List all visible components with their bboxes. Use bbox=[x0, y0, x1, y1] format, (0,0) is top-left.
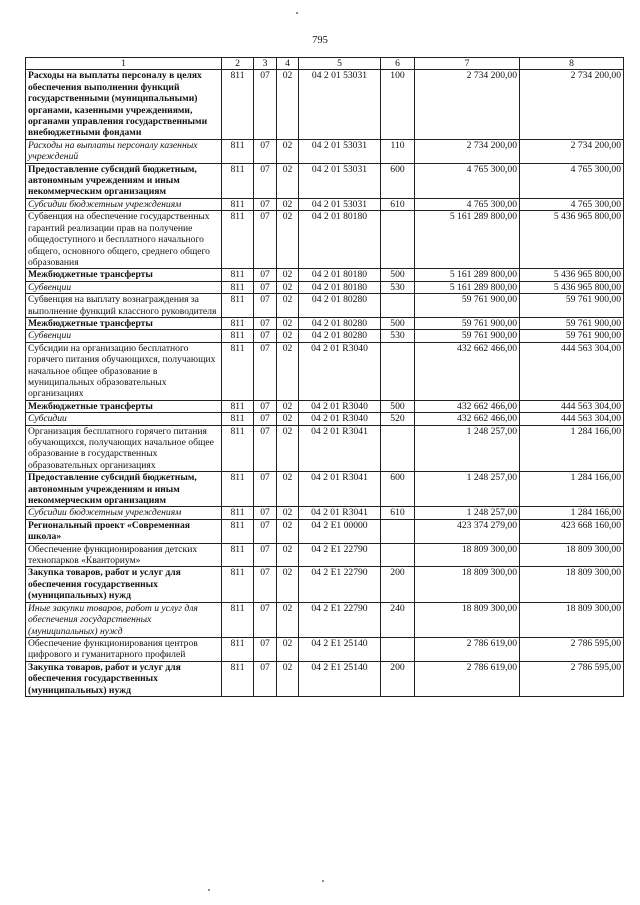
amount-year-2: 4 765 300,00 bbox=[520, 163, 624, 198]
ministry-code: 811 bbox=[222, 472, 254, 507]
section-code: 07 bbox=[254, 425, 277, 472]
target-article-code: 04 2 E1 25140 bbox=[299, 661, 381, 696]
section-code: 07 bbox=[254, 543, 277, 567]
row-name: Предоставление субсидий бюджетным, автономным учреждениям и иным некоммерческим организациям bbox=[26, 472, 222, 507]
table-row bbox=[26, 400, 624, 412]
expense-type-code: 530 bbox=[381, 281, 415, 293]
ministry-code: 811 bbox=[222, 519, 254, 543]
row-name: Межбюджетные трансферты bbox=[26, 269, 222, 281]
column-header: 8 bbox=[520, 58, 624, 70]
table-row bbox=[26, 281, 624, 293]
column-header: 7 bbox=[415, 58, 520, 70]
amount-year-2: 59 761 900,00 bbox=[520, 317, 624, 329]
section-code: 07 bbox=[254, 661, 277, 696]
subsection-code: 02 bbox=[277, 139, 299, 163]
amount-year-1: 2 786 619,00 bbox=[415, 637, 520, 661]
section-code: 07 bbox=[254, 413, 277, 425]
amount-year-2: 18 809 300,00 bbox=[520, 602, 624, 637]
expense-type-code bbox=[381, 211, 415, 269]
section-code: 07 bbox=[254, 637, 277, 661]
section-code: 07 bbox=[254, 198, 277, 210]
row-name: Обеспечение функционирования центров цифрового и гуманитарного профилей bbox=[26, 637, 222, 661]
ministry-code: 811 bbox=[222, 425, 254, 472]
target-article-code: 04 2 01 80280 bbox=[299, 330, 381, 342]
target-article-code: 04 2 E1 00000 bbox=[299, 519, 381, 543]
target-article-code: 04 2 E1 25140 bbox=[299, 637, 381, 661]
ministry-code: 811 bbox=[222, 281, 254, 293]
expense-type-code: 530 bbox=[381, 330, 415, 342]
column-header: 6 bbox=[381, 58, 415, 70]
target-article-code: 04 2 01 R3041 bbox=[299, 472, 381, 507]
target-article-code: 04 2 01 R3040 bbox=[299, 342, 381, 400]
amount-year-1: 4 765 300,00 bbox=[415, 198, 520, 210]
section-code: 07 bbox=[254, 330, 277, 342]
row-name: Межбюджетные трансферты bbox=[26, 317, 222, 329]
table-row bbox=[26, 342, 624, 400]
row-name: Региональный проект «Современная школа» bbox=[26, 519, 222, 543]
table-row bbox=[26, 637, 624, 661]
amount-year-1: 5 161 289 800,00 bbox=[415, 281, 520, 293]
amount-year-1: 2 734 200,00 bbox=[415, 139, 520, 163]
ministry-code: 811 bbox=[222, 269, 254, 281]
target-article-code: 04 2 01 80180 bbox=[299, 281, 381, 293]
row-name: Расходы на выплаты персоналу казенных учреждений bbox=[26, 139, 222, 163]
expense-type-code: 240 bbox=[381, 602, 415, 637]
subsection-code: 02 bbox=[277, 269, 299, 281]
subsection-code: 02 bbox=[277, 281, 299, 293]
section-code: 07 bbox=[254, 400, 277, 412]
subsection-code: 02 bbox=[277, 543, 299, 567]
amount-year-2: 2 786 595,00 bbox=[520, 637, 624, 661]
subsection-code: 02 bbox=[277, 211, 299, 269]
amount-year-2: 5 436 965 800,00 bbox=[520, 211, 624, 269]
row-name: Расходы на выплаты персоналу в целях обеспечения выполнения функций государственными (муниципальными) органами, казенными учреждениями, органами управления государственными внебюджетными фондами bbox=[26, 70, 222, 139]
amount-year-1: 5 161 289 800,00 bbox=[415, 269, 520, 281]
row-name: Межбюджетные трансферты bbox=[26, 400, 222, 412]
expense-type-code: 100 bbox=[381, 70, 415, 139]
subsection-code: 02 bbox=[277, 317, 299, 329]
ministry-code: 811 bbox=[222, 507, 254, 519]
section-code: 07 bbox=[254, 567, 277, 602]
section-code: 07 bbox=[254, 317, 277, 329]
row-name: Субсидии бюджетным учреждениям bbox=[26, 507, 222, 519]
column-header: 1 bbox=[26, 58, 222, 70]
amount-year-2: 444 563 304,00 bbox=[520, 342, 624, 400]
column-header: 5 bbox=[299, 58, 381, 70]
ministry-code: 811 bbox=[222, 198, 254, 210]
amount-year-2: 1 284 166,00 bbox=[520, 507, 624, 519]
amount-year-2: 423 668 160,00 bbox=[520, 519, 624, 543]
table-row bbox=[26, 163, 624, 198]
amount-year-1: 1 248 257,00 bbox=[415, 507, 520, 519]
column-header: 3 bbox=[254, 58, 277, 70]
amount-year-2: 18 809 300,00 bbox=[520, 543, 624, 567]
target-article-code: 04 2 01 R3040 bbox=[299, 400, 381, 412]
amount-year-1: 432 662 466,00 bbox=[415, 342, 520, 400]
expense-type-code: 200 bbox=[381, 567, 415, 602]
section-code: 07 bbox=[254, 294, 277, 318]
section-code: 07 bbox=[254, 281, 277, 293]
ministry-code: 811 bbox=[222, 342, 254, 400]
table-row bbox=[26, 198, 624, 210]
amount-year-2: 1 284 166,00 bbox=[520, 472, 624, 507]
target-article-code: 04 2 E1 22790 bbox=[299, 567, 381, 602]
budget-table bbox=[25, 57, 624, 697]
expense-type-code bbox=[381, 543, 415, 567]
subsection-code: 02 bbox=[277, 294, 299, 318]
table-row bbox=[26, 70, 624, 139]
row-name: Закупка товаров, работ и услуг для обеспечения государственных (муниципальных) нужд bbox=[26, 567, 222, 602]
amount-year-1: 18 809 300,00 bbox=[415, 602, 520, 637]
column-header: 2 bbox=[222, 58, 254, 70]
row-name: Субсидии бюджетным учреждениям bbox=[26, 198, 222, 210]
amount-year-2: 5 436 965 800,00 bbox=[520, 269, 624, 281]
amount-year-1: 59 761 900,00 bbox=[415, 330, 520, 342]
ministry-code: 811 bbox=[222, 139, 254, 163]
scan-speck bbox=[208, 889, 210, 891]
ministry-code: 811 bbox=[222, 661, 254, 696]
expense-type-code bbox=[381, 425, 415, 472]
subsection-code: 02 bbox=[277, 507, 299, 519]
expense-type-code: 610 bbox=[381, 507, 415, 519]
amount-year-2: 444 563 304,00 bbox=[520, 413, 624, 425]
section-code: 07 bbox=[254, 139, 277, 163]
column-header: 4 bbox=[277, 58, 299, 70]
ministry-code: 811 bbox=[222, 211, 254, 269]
section-code: 07 bbox=[254, 507, 277, 519]
expense-type-code bbox=[381, 342, 415, 400]
row-name: Субсидии на организацию бесплатного горячего питания обучающихся, получающих начальное общее образование в муниципальных образовательных организациях bbox=[26, 342, 222, 400]
row-name: Предоставление субсидий бюджетным, автономным учреждениям и иным некоммерческим организациям bbox=[26, 163, 222, 198]
target-article-code: 04 2 01 R3041 bbox=[299, 507, 381, 519]
amount-year-1: 432 662 466,00 bbox=[415, 400, 520, 412]
ministry-code: 811 bbox=[222, 413, 254, 425]
amount-year-1: 432 662 466,00 bbox=[415, 413, 520, 425]
table-row bbox=[26, 472, 624, 507]
subsection-code: 02 bbox=[277, 661, 299, 696]
subsection-code: 02 bbox=[277, 70, 299, 139]
row-name: Закупка товаров, работ и услуг для обеспечения государственных (муниципальных) нужд bbox=[26, 661, 222, 696]
target-article-code: 04 2 01 80280 bbox=[299, 317, 381, 329]
row-name: Иные закупки товаров, работ и услуг для обеспечения государственных (муниципальных) нужд bbox=[26, 602, 222, 637]
target-article-code: 04 2 01 53031 bbox=[299, 163, 381, 198]
target-article-code: 04 2 01 80180 bbox=[299, 211, 381, 269]
expense-type-code: 200 bbox=[381, 661, 415, 696]
section-code: 07 bbox=[254, 163, 277, 198]
section-code: 07 bbox=[254, 602, 277, 637]
table-row bbox=[26, 567, 624, 602]
amount-year-1: 5 161 289 800,00 bbox=[415, 211, 520, 269]
section-code: 07 bbox=[254, 519, 277, 543]
subsection-code: 02 bbox=[277, 330, 299, 342]
subsection-code: 02 bbox=[277, 400, 299, 412]
expense-type-code: 600 bbox=[381, 472, 415, 507]
target-article-code: 04 2 E1 22790 bbox=[299, 543, 381, 567]
ministry-code: 811 bbox=[222, 602, 254, 637]
table-row bbox=[26, 425, 624, 472]
row-name: Субвенция на выплату вознаграждения за выполнение функций классного руководителя bbox=[26, 294, 222, 318]
table-row bbox=[26, 543, 624, 567]
expense-type-code bbox=[381, 637, 415, 661]
subsection-code: 02 bbox=[277, 519, 299, 543]
ministry-code: 811 bbox=[222, 330, 254, 342]
expense-type-code: 600 bbox=[381, 163, 415, 198]
amount-year-1: 2 786 619,00 bbox=[415, 661, 520, 696]
target-article-code: 04 2 E1 22790 bbox=[299, 602, 381, 637]
subsection-code: 02 bbox=[277, 567, 299, 602]
header-row bbox=[26, 58, 624, 70]
row-name: Организация бесплатного горячего питания обучающихся, получающих начальное общее образование в государственных образовательных организациях bbox=[26, 425, 222, 472]
amount-year-2: 18 809 300,00 bbox=[520, 567, 624, 602]
subsection-code: 02 bbox=[277, 472, 299, 507]
amount-year-1: 1 248 257,00 bbox=[415, 472, 520, 507]
section-code: 07 bbox=[254, 342, 277, 400]
scan-speck bbox=[322, 880, 324, 882]
amount-year-2: 2 734 200,00 bbox=[520, 70, 624, 139]
row-name: Обеспечение функционирования детских технопарков «Кванториум» bbox=[26, 543, 222, 567]
amount-year-1: 18 809 300,00 bbox=[415, 543, 520, 567]
page-number: 795 bbox=[312, 35, 328, 46]
amount-year-2: 4 765 300,00 bbox=[520, 198, 624, 210]
table-row bbox=[26, 317, 624, 329]
table-row bbox=[26, 269, 624, 281]
target-article-code: 04 2 01 53031 bbox=[299, 139, 381, 163]
amount-year-2: 59 761 900,00 bbox=[520, 330, 624, 342]
ministry-code: 811 bbox=[222, 317, 254, 329]
target-article-code: 04 2 01 53031 bbox=[299, 70, 381, 139]
section-code: 07 bbox=[254, 211, 277, 269]
ministry-code: 811 bbox=[222, 543, 254, 567]
subsection-code: 02 bbox=[277, 413, 299, 425]
subsection-code: 02 bbox=[277, 602, 299, 637]
table-row bbox=[26, 661, 624, 696]
row-name: Субсидии bbox=[26, 413, 222, 425]
table-row bbox=[26, 330, 624, 342]
amount-year-2: 59 761 900,00 bbox=[520, 294, 624, 318]
target-article-code: 04 2 01 53031 bbox=[299, 198, 381, 210]
amount-year-2: 5 436 965 800,00 bbox=[520, 281, 624, 293]
row-name: Субвенции bbox=[26, 281, 222, 293]
ministry-code: 811 bbox=[222, 567, 254, 602]
expense-type-code: 500 bbox=[381, 400, 415, 412]
target-article-code: 04 2 01 R3041 bbox=[299, 425, 381, 472]
row-name: Субвенция на обеспечение государственных гарантий реализации прав на получение общедоступного и бесплатного начального общего, основного общего, среднего общего образования bbox=[26, 211, 222, 269]
expense-type-code bbox=[381, 519, 415, 543]
expense-type-code: 500 bbox=[381, 269, 415, 281]
ministry-code: 811 bbox=[222, 637, 254, 661]
table-row bbox=[26, 507, 624, 519]
amount-year-1: 59 761 900,00 bbox=[415, 294, 520, 318]
amount-year-1: 2 734 200,00 bbox=[415, 70, 520, 139]
subsection-code: 02 bbox=[277, 163, 299, 198]
target-article-code: 04 2 01 R3040 bbox=[299, 413, 381, 425]
amount-year-2: 2 734 200,00 bbox=[520, 139, 624, 163]
scan-speck bbox=[296, 12, 298, 14]
target-article-code: 04 2 01 80280 bbox=[299, 294, 381, 318]
section-code: 07 bbox=[254, 472, 277, 507]
ministry-code: 811 bbox=[222, 163, 254, 198]
amount-year-1: 18 809 300,00 bbox=[415, 567, 520, 602]
table-row bbox=[26, 139, 624, 163]
amount-year-2: 2 786 595,00 bbox=[520, 661, 624, 696]
amount-year-1: 59 761 900,00 bbox=[415, 317, 520, 329]
subsection-code: 02 bbox=[277, 342, 299, 400]
amount-year-1: 423 374 279,00 bbox=[415, 519, 520, 543]
table-row bbox=[26, 211, 624, 269]
expense-type-code bbox=[381, 294, 415, 318]
table-row bbox=[26, 294, 624, 318]
amount-year-2: 444 563 304,00 bbox=[520, 400, 624, 412]
amount-year-2: 1 284 166,00 bbox=[520, 425, 624, 472]
target-article-code: 04 2 01 80180 bbox=[299, 269, 381, 281]
expense-type-code: 110 bbox=[381, 139, 415, 163]
ministry-code: 811 bbox=[222, 294, 254, 318]
amount-year-1: 4 765 300,00 bbox=[415, 163, 520, 198]
ministry-code: 811 bbox=[222, 400, 254, 412]
expense-type-code: 520 bbox=[381, 413, 415, 425]
subsection-code: 02 bbox=[277, 425, 299, 472]
table-row bbox=[26, 413, 624, 425]
section-code: 07 bbox=[254, 269, 277, 281]
table-row bbox=[26, 602, 624, 637]
subsection-code: 02 bbox=[277, 637, 299, 661]
subsection-code: 02 bbox=[277, 198, 299, 210]
amount-year-1: 1 248 257,00 bbox=[415, 425, 520, 472]
ministry-code: 811 bbox=[222, 70, 254, 139]
table-row bbox=[26, 519, 624, 543]
expense-type-code: 500 bbox=[381, 317, 415, 329]
expense-type-code: 610 bbox=[381, 198, 415, 210]
section-code: 07 bbox=[254, 70, 277, 139]
row-name: Субвенции bbox=[26, 330, 222, 342]
